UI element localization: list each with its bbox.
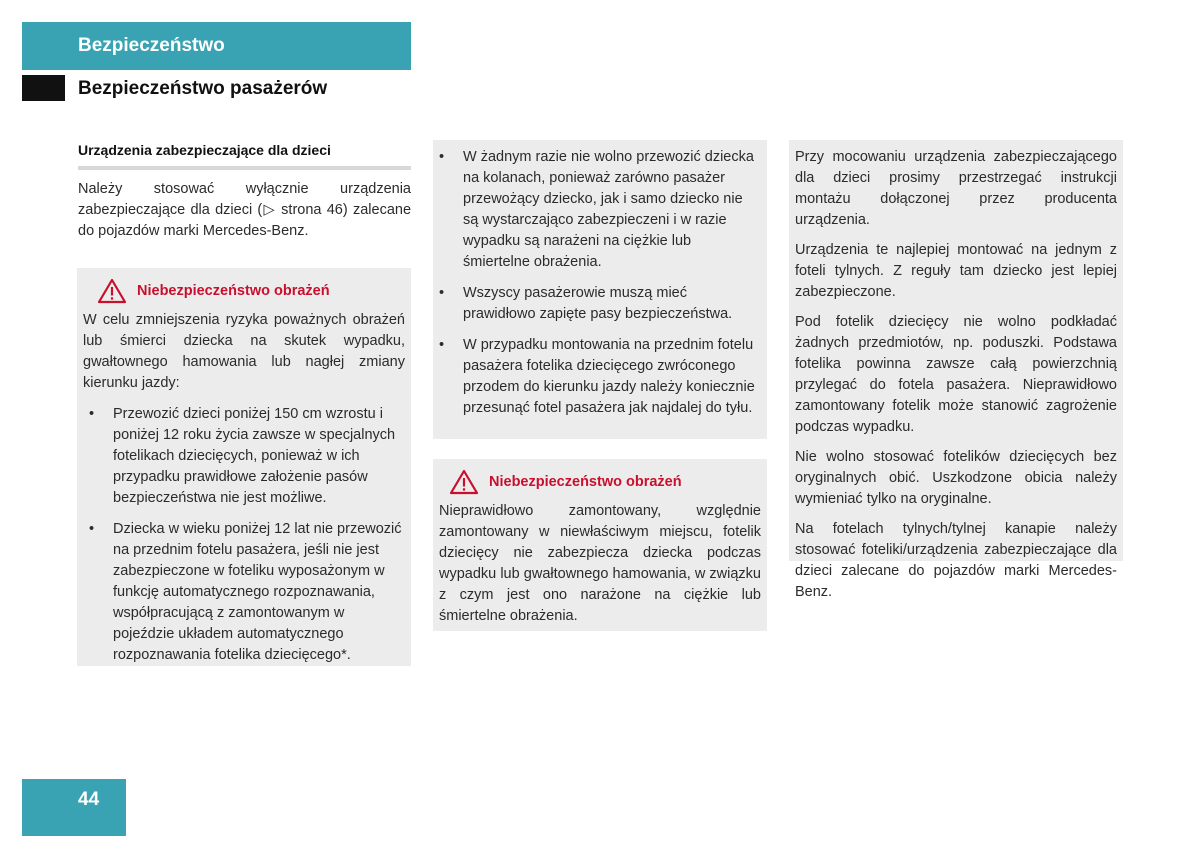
section-title: Bezpieczeństwo (78, 35, 225, 56)
warning-triangle-icon (449, 469, 479, 495)
paragraph: Urządzenia te najlepiej montować na jednym z foteli tylnych. Z reguły tam dziecko jest lepiej zabezpieczone. (795, 242, 1117, 300)
intro-text-end: strona 46) zalecane do pojazdów marki Mercedes-Benz. (78, 202, 412, 239)
section-header (22, 22, 411, 70)
list-item: • Dziecka w wieku poniżej 12 lat nie przewozić na przednim fotelu pasażera, jeśli nie jest zabezpieczone w foteliku wyposażonym w funkcję automatycznego rozpoznawania, współpracującą z zamontowanym w pojeździe układem automatycznego rozpoznawania fotelika dziecięcego*. (83, 519, 405, 666)
page-number (22, 779, 126, 836)
info-box (789, 140, 1123, 600)
subsection-title: Bezpieczeństwo pasażerów (78, 78, 328, 99)
warning-box-2 (433, 459, 767, 631)
intro-text-start: Należy stosować wyłącznie urządzenia zabezpieczające dla dzieci ( (78, 181, 411, 218)
subsection-marker (22, 75, 65, 101)
warning-box-1 (77, 268, 411, 666)
heading-divider (78, 166, 411, 170)
list-item: • W żadnym razie nie wolno przewozić dziecka na kolanach, ponieważ zarówno pasażer przewożący dziecko, jak i samo dziecko nie są wystarczająco zabezpieczeni i w razie wypadku są narażeni na ciężkie lub śmiertelne obrażenia. (433, 147, 761, 273)
paragraph: Na fotelach tylnych/tylnej kanapie należy stosować foteliki/urządzenia zabezpieczające dla dzieci zalecane do pojazdów marki Mercedes-Benz. (795, 521, 1117, 600)
paragraph: Pod fotelik dziecięcy nie wolno podkładać żadnych przedmiotów, np. poduszki. Podstawa fotelika powinna zawsze całą powierzchnią przylegać do fotela pasażera. Nieprawidłowo zamontowany fotelik może stanowić zagrożenie podczas wypadku. (795, 314, 1117, 435)
intro-paragraph (78, 179, 411, 242)
warning-list-1 (83, 404, 405, 666)
list-item: • Wszyscy pasażerowie muszą mieć prawidłowo zapięte pasy bezpieczeństwa. (433, 283, 761, 325)
warning-body-2: Nieprawidłowo zamontowany, względnie zamontowany w niewłaściwym miejscu, fotelik dziecięcy nie zabezpiecza dziecka podczas wypadku lub gwałtownego hamowania, w związku z czym jest ono narażone na ciężkie lub śmiertelne obrażenia. (439, 503, 761, 624)
page-number-text: 44 (78, 789, 100, 810)
warning-title-text: Niebezpieczeństwo obrażeń (489, 473, 682, 490)
column1-heading: Urządzenia zabezpieczające dla dzieci (78, 142, 331, 158)
warning-title-1 (83, 278, 405, 304)
list-item: • W przypadku montowania na przednim fotelu pasażera fotelika dziecięcego zwróconego przodem do kierunku jazdy należy koniecznie przesunąć fotel pasażera jak najdalej do tyłu. (433, 335, 761, 419)
bullet-box (433, 140, 767, 439)
column1-intro (78, 179, 411, 242)
paragraph: Nie wolno stosować fotelików dziecięcych bez oryginalnych obić. Uszkodzone obicia należy wymieniać tylko na oryginalne. (795, 449, 1117, 507)
warning-title-2 (439, 469, 761, 495)
page-reference-arrow-icon: ▷ (262, 202, 276, 218)
column2-list (433, 147, 761, 419)
list-item: • Przewozić dzieci poniżej 150 cm wzrostu i poniżej 12 roku życia zawsze w specjalnych fotelikach dziecięcych, ponieważ w ich przypadku prawidłowe założenie pasów bezpieczeństwa nie jest możliwe. (83, 404, 405, 509)
column3-text (795, 147, 1117, 603)
paragraph: Przy mocowaniu urządzenia zabezpieczającego dla dzieci prosimy przestrzegać instrukcji montażu dołączonej przez producenta urządzenia. (795, 149, 1117, 228)
warning-triangle-icon (97, 278, 127, 304)
warning-body-1: W celu zmniejszenia ryzyka poważnych obrażeń lub śmierci dziecka na skutek wypadku, gwałtownego hamowania lub nagłej zmiany kierunku jazdy: (83, 312, 405, 391)
warning-title-text: Niebezpieczeństwo obrażeń (137, 282, 330, 299)
